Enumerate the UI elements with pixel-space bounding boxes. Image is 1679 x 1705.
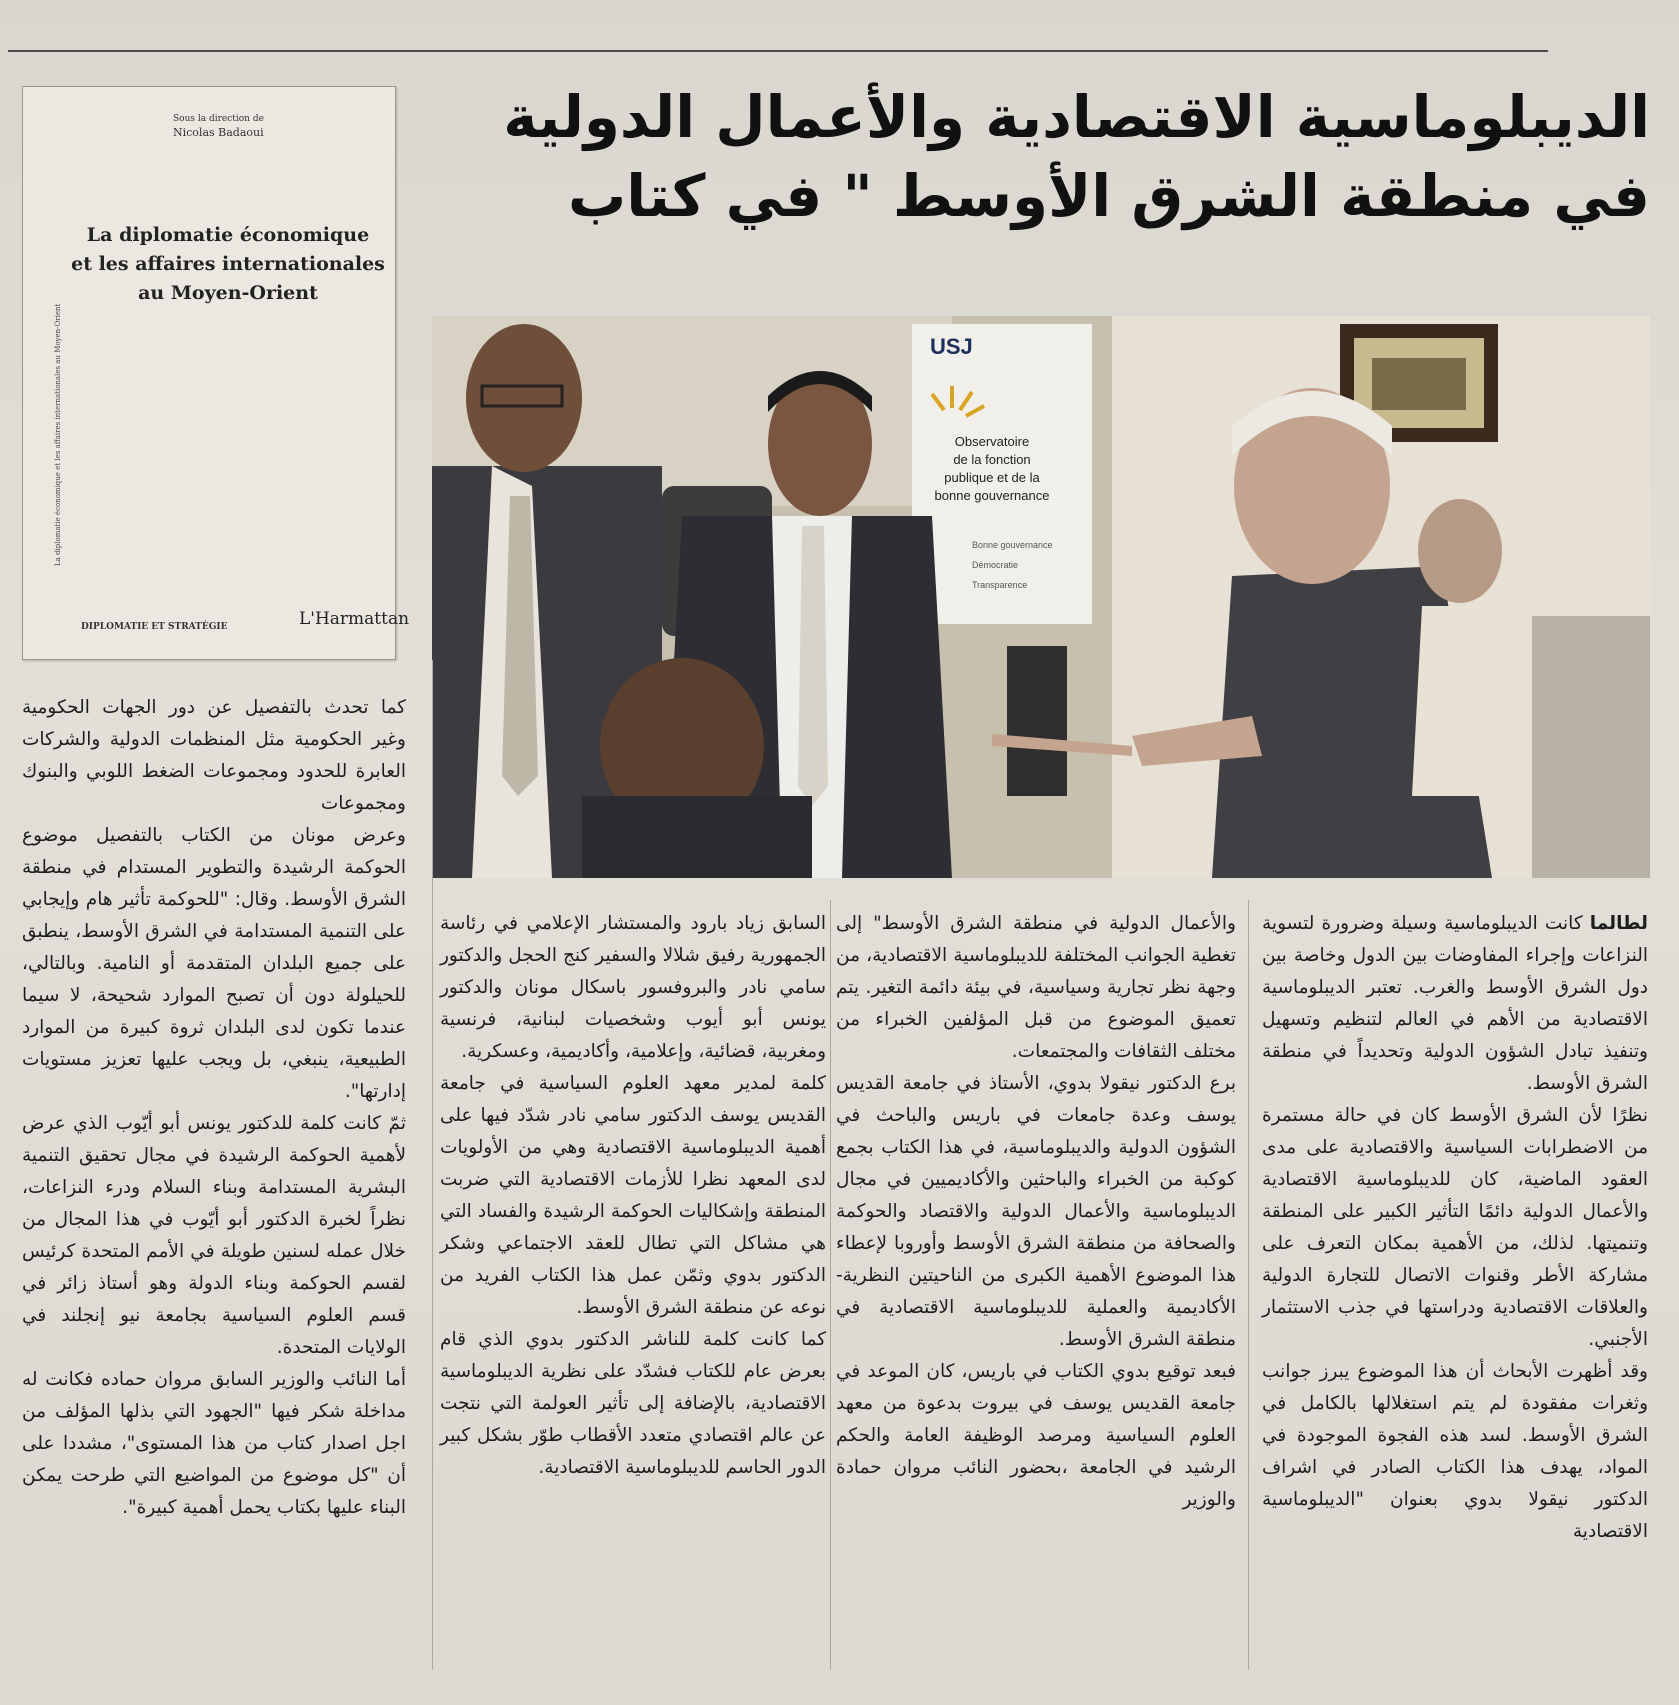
article-column-1 <box>1262 908 1648 1548</box>
banner-line: Observatoire <box>954 434 1030 449</box>
book-editor <box>173 113 264 139</box>
event-photo-illustration <box>432 316 1650 878</box>
headline-line-1: الديبلوماسية الاقتصادية والأعمال الدولية <box>503 83 1650 151</box>
usj-banner <box>912 324 1092 624</box>
column-divider <box>432 660 433 1670</box>
paragraph: فبعد توقيع بدوي الكتاب في باريس، كان الموعد في جامعة القديس يوسف في بيروت بدعوة من معهد العلوم السياسية ومرصد الوظيفة العامة والحكم الرشيد في الجامعة ،بحضور النائب مروان حمادة والوزير <box>836 1361 1236 1510</box>
banner-line: de la fonction <box>953 452 1031 467</box>
paragraph-text: كانت الديبلوماسية وسيلة وضرورة لتسوية النزاعات وإجراء المفاوضات بين الدول وخاصة بين دول الشرق الأوسط والغرب. تعتبر الديبلوماسية الاقتصادية من الأهم في العالم لتنظيم وتسهيل وتنفيذ تبادل الشؤون الدولية وتحديداً في منطقة الشرق الأوسط. <box>1262 913 1648 1094</box>
book-cover-image <box>22 86 410 660</box>
banner-item: Démocratie <box>972 560 1019 570</box>
paragraph: برع الدكتور نيقولا بدوي، الأستاذ في جامعة القديس يوسف وعدة جامعات في باريس والباحث في الشؤون الدولية والديبلوماسية، في هذا الكتاب بجمع كوكبة من الخبراء والباحثين والأكاديميين في مجال الديبلوماسية والأعمال الدولية والاقتصاد والحوكمة والصحافة من منطقة الشرق الأوسط وأوروبا لإعطاء هذا الموضوع الأهمية الكبرى من الناحيتين النظرية-الأكاديمية والعملية للديبلوماسية الاقتصادية في منطقة الشرق الأوسط. <box>836 1073 1236 1350</box>
article-column-3 <box>440 908 826 1484</box>
paragraph <box>1262 908 1648 1100</box>
column-divider <box>830 900 831 1670</box>
banner-line: bonne gouvernance <box>934 488 1050 503</box>
book-title <box>63 221 393 308</box>
publisher-logo: L'Harmattan <box>299 609 410 629</box>
paragraph: كلمة لمدير معهد العلوم السياسية في جامعة القديس يوسف الدكتور سامي نادر شدّد فيها على أهمية الديبلوماسية الاقتصادية وهي من الأولويات لدى المعهد نظرا للأزمات الاقتصادية التي ضربت المنطقة وإشكاليات الحوكمة الرشيدة والفساد التي هي مشاكل التي تطال للعقد الاجتماعي وشكر الدكتور بدوي وثمّن عمل هذا الكتاب الفريد من نوعه عن منطقة الشرق الأوسط. <box>440 1073 826 1318</box>
event-photo <box>432 316 1650 878</box>
lead-word: لطالما <box>1589 913 1648 934</box>
paragraph: السابق زياد بارود والمستشار الإعلامي في رئاسة الجمهورية رفيق شلالا والسفير كنج الحجل والدكتور سامي نادر والبروفسور باسكال مونان والدكتور يونس أبو أيوب وشخصيات لبنانية، فرنسية ومغربية، قضائية، وإعلامية، وأكاديمية، وعسكرية. <box>440 913 826 1062</box>
paragraph: نظرًا لأن الشرق الأوسط كان في حالة مستمرة من الاضطرابات السياسية والاقتصادية على مدى العقود الماضية، كان للديبلوماسية الاقتصادية والأعمال الدولية دائمًا التأثير الكبير على المنطقة وتنميتها. لذلك، من الأهمية بمكان التعرف على مشاركة الأطر وقنوات الاتصال للتجارة الدولية والعلاقات الاقتصادية ودراستها في جذب الاستثمار الأجنبي. <box>1262 1105 1648 1350</box>
book-title-line: La diplomatie économique <box>86 224 370 246</box>
paragraph: والأعمال الدولية في منطقة الشرق الأوسط" إلى تغطية الجوانب المختلفة للديبلوماسية الاقتصادية، من وجهة نظر تجارية وسياسية، في بيئة دائمة التغير. يتم تعميق الموضوع من قبل المؤلفين الخبراء من مختلف الثقافات والمجتمعات. <box>836 913 1236 1062</box>
banner-logo: USJ <box>930 334 973 359</box>
book-title-line: et les affaires internationales <box>71 253 385 275</box>
book-series: DIPLOMATIE ET STRATÉGIE <box>81 622 228 632</box>
paragraph: ثمّ كانت كلمة للدكتور يونس أبو أيّوب الذي عرض لأهمية الحوكمة الرشيدة في مجال تحقيق التنمية البشرية المستدامة وبناء السلام ودرء النزاعات، نظراً لخبرة الدكتور أبو أيّوب في هذا المجال من خلال عمله لسنين طويلة في الأمم المتحدة كرئيس لقسم الحوكمة وبناء الدولة وهو أستاذ زائر في قسم العلوم السياسية بجامعة نيو إنجلند في الولايات المتحدة. <box>22 1113 406 1358</box>
article-headline <box>503 78 1650 236</box>
article-column-2 <box>836 908 1236 1516</box>
paragraph: أما النائب والوزير السابق مروان حماده فكانت له مداخلة شكر فيها "الجهود التي بذلها المؤلف من اجل اصدار كتاب من هذا المستوى"، مشددا على أن "كل موضوع من المواضيع التي طرحت يمكن البناء عليها بكتاب يحمل أهمية كبيرة". <box>22 1369 406 1518</box>
book-editor-label: Sous la direction de <box>173 114 264 124</box>
top-rule <box>8 50 1548 52</box>
banner-item: Transparence <box>972 580 1028 590</box>
book-spine-label: La diplomatie économique et les affaires internationales au Moyen-Orient <box>54 303 62 566</box>
paragraph: وعرض مونان من الكتاب بالتفصيل موضوع الحوكمة الرشيدة والتطوير المستدام في منطقة الشرق الأوسط. وقال: "للحوكمة تأثير هام وإيجابي على التنمية المستدامة في الشرق الأوسط، ينطبق على جميع البلدان المتقدمة أو النامية. وبالتالي، للحيلولة دون أن تصبح الموارد شحيحة، لا سيما عندما تكون لدى البلدان ثروة كبيرة من الموارد الطبيعية، ينبغي، بل ويجب عليها تعزيز مستويات إدارتها". <box>22 825 406 1102</box>
headline-line-2: في منطقة الشرق الأوسط " في كتاب <box>567 162 1650 230</box>
banner-item: Bonne gouvernance <box>972 540 1053 550</box>
paragraph: كما تحدث بالتفصيل عن دور الجهات الحكومية وغير الحكومية مثل المنظمات الدولية والشركات العابرة للحدود ومجموعات الضغط اللوبي والبنوك ومجموعات <box>22 697 406 814</box>
paragraph: وقد أظهرت الأبحاث أن هذا الموضوع يبرز جوانب وثغرات مفقودة لم يتم استغلالها بالكامل في الشرق الأوسط. لسد هذه الفجوة الموجودة في المواد، يهدف هذا الكتاب الصادر في اشراف الدكتور نيقولا بدوي بعنوان "الديبلوماسية الاقتصادية <box>1262 1361 1648 1542</box>
banner-line: publique et de la <box>944 470 1040 485</box>
book-editor-name: Nicolas Badaoui <box>173 126 264 139</box>
paragraph: كما كانت كلمة للناشر الدكتور بدوي الذي قام بعرض عام للكتاب فشدّد على نظرية الديبلوماسية الاقتصادية، بالإضافة إلى تأثير العولمة التي نتجت عن عالم اقتصادي متعدد الأقطاب طوّر بشكل كبير الدور الحاسم للديبلوماسية الاقتصادية. <box>440 1329 826 1478</box>
book-title-line: au Moyen-Orient <box>138 282 318 304</box>
article-column-4 <box>22 692 406 1524</box>
column-divider <box>1248 900 1249 1670</box>
